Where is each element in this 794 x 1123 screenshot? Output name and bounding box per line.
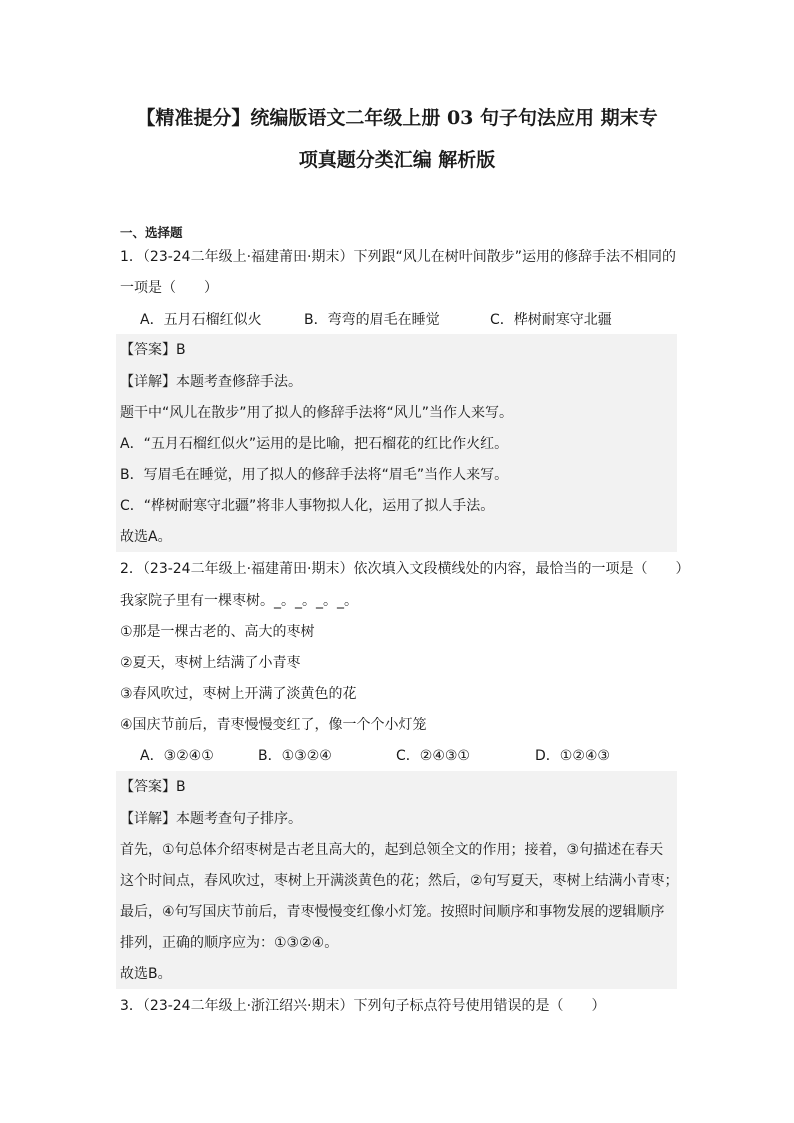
- q1-option-b: B．弯弯的眉毛在睡觉: [304, 312, 440, 328]
- q2-explain-line-1: 【详解】本题考查句子排序。: [120, 811, 302, 827]
- q2-item-4: ④国庆节前后，青枣慢慢变红了，像一个个小灯笼: [120, 717, 427, 733]
- q2-explain-line-3: 这个时间点，春风吹过，枣树上开满淡黄色的花；然后，②句写夏天，枣树上结满小青枣；: [120, 873, 679, 889]
- q2-option-a: A．③②④①: [140, 748, 214, 764]
- q1-answer-block: [116, 334, 677, 552]
- q1-explain-line-2: 题干中“风儿在散步”用了拟人的修辞手法将“风儿”当作人来写。: [120, 405, 514, 421]
- q2-item-2: ②夏天，枣树上结满了小青枣: [120, 655, 301, 671]
- q2-option-b: B．①③②④: [258, 748, 332, 764]
- q2-item-3: ③春风吹过，枣树上开满了淡黄色的花: [120, 686, 357, 702]
- q1-explain-line-6: 故选A。: [120, 529, 172, 545]
- q1-option-c: C．桦树耐寒守北疆: [490, 312, 612, 328]
- q2-answer: 【答案】B: [120, 779, 186, 795]
- q2-option-c: C．②④③①: [396, 748, 470, 764]
- q1-explain-line-3: A．“五月石榴红似火”运用的是比喻，把石榴花的红比作火红。: [120, 436, 509, 452]
- q1-stem-line-2: 一项是（ ）: [120, 280, 218, 296]
- q1-explain-line-1: 【详解】本题考查修辞手法。: [120, 374, 302, 390]
- q1-explain-line-4: B．写眉毛在睡觉，用了拟人的修辞手法将“眉毛”当作人来写。: [120, 467, 509, 483]
- section-heading: 一、选择题: [120, 225, 183, 240]
- document-title-line-2: 项真题分类汇编 解析版: [298, 149, 496, 171]
- q2-item-1: ①那是一棵古老的、高大的枣树: [120, 624, 315, 640]
- q2-explain-line-5: 排列，正确的顺序应为：①③②④。: [120, 935, 339, 951]
- q2-answer-block: [116, 771, 677, 989]
- q1-explain-line-5: C．“桦树耐寒守北疆”将非人事物拟人化，运用了拟人手法。: [120, 498, 495, 514]
- q2-explain-line-2: 首先，①句总体介绍枣树是古老且高大的，起到总领全文的作用；接着，③句描述在春天: [120, 842, 664, 858]
- q2-passage: 我家院子里有一棵枣树。_。_。_。_。: [120, 593, 358, 609]
- q3-stem: 3．（23-24二年级上·浙江绍兴·期末）下列句子标点符号使用错误的是（ ）: [120, 998, 606, 1014]
- q2-explain-line-6: 故选B。: [120, 966, 172, 982]
- q1-option-a: A．五月石榴红似火: [140, 312, 262, 328]
- q2-stem: 2．（23-24二年级上·福建莆田·期末）依次填入文段横线处的内容，最恰当的一项是（ ）: [120, 561, 690, 577]
- q2-option-d: D．①②④③: [535, 748, 610, 764]
- q2-explain-line-4: 最后，④句写国庆节前后，青枣慢慢变红像小灯笼。按照时间顺序和事物发展的逻辑顺序: [120, 904, 665, 920]
- document-title-line-1: 【精准提分】统编版语文二年级上册 03 句子句法应用 期末专: [136, 107, 658, 129]
- q1-stem-line-1: 1．（23-24二年级上·福建莆田·期末）下列跟“风儿在树叶间散步”运用的修辞手法不相同的: [120, 249, 676, 265]
- q1-answer: 【答案】B: [120, 342, 186, 358]
